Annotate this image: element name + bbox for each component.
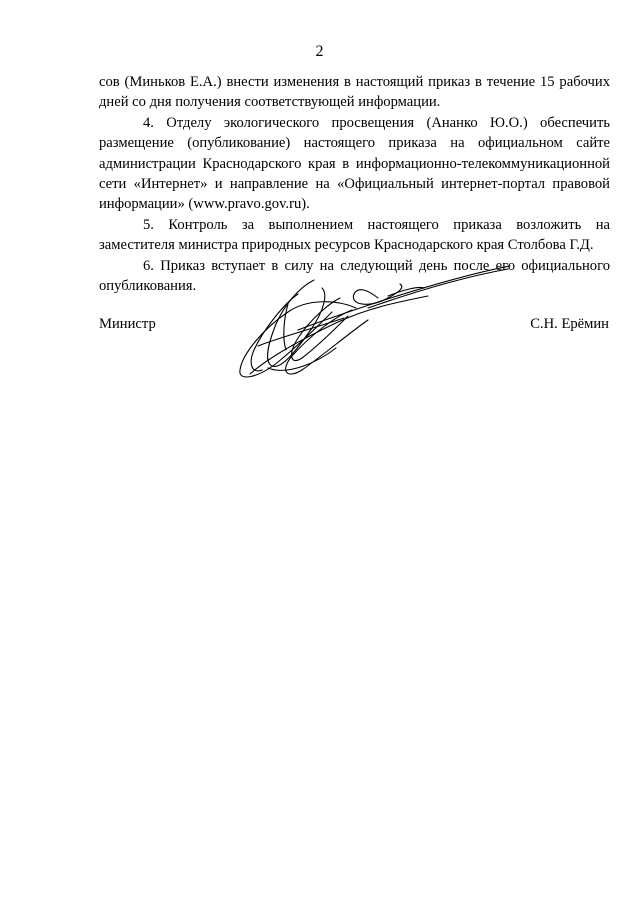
paragraph-item-4: 4. Отделу экологического просвещения (Ананко Ю.О.) обеспечить размещение (опубликование) настоящего приказа на официальном сайте администрации Краснодарского края в информационно-телекоммуникационной сети «Интернет» и направление на «Официальный интернет-портал правовой информации» (www.pravo.gov.ru). [99, 114, 610, 213]
signatory-role: Министр [99, 316, 156, 332]
handwritten-signature-icon [228, 258, 518, 388]
signatory-name: С.Н. Ерёмин [530, 316, 609, 332]
paragraph-continuation: сов (Миньков Е.А.) внести изменения в настоящий приказ в течение 15 рабочих дней со дня получения соответствующей информации. [99, 74, 610, 111]
page-number: 2 [315, 43, 324, 60]
paragraph-item-6: 6. Приказ вступает в силу на следующий день после его официального опубликования. [99, 257, 610, 295]
paragraph-item-5: 5. Контроль за выполнением настоящего приказа возложить на заместителя министра природных ресурсов Краснодарского края Столбова Г.Д. [99, 216, 610, 254]
